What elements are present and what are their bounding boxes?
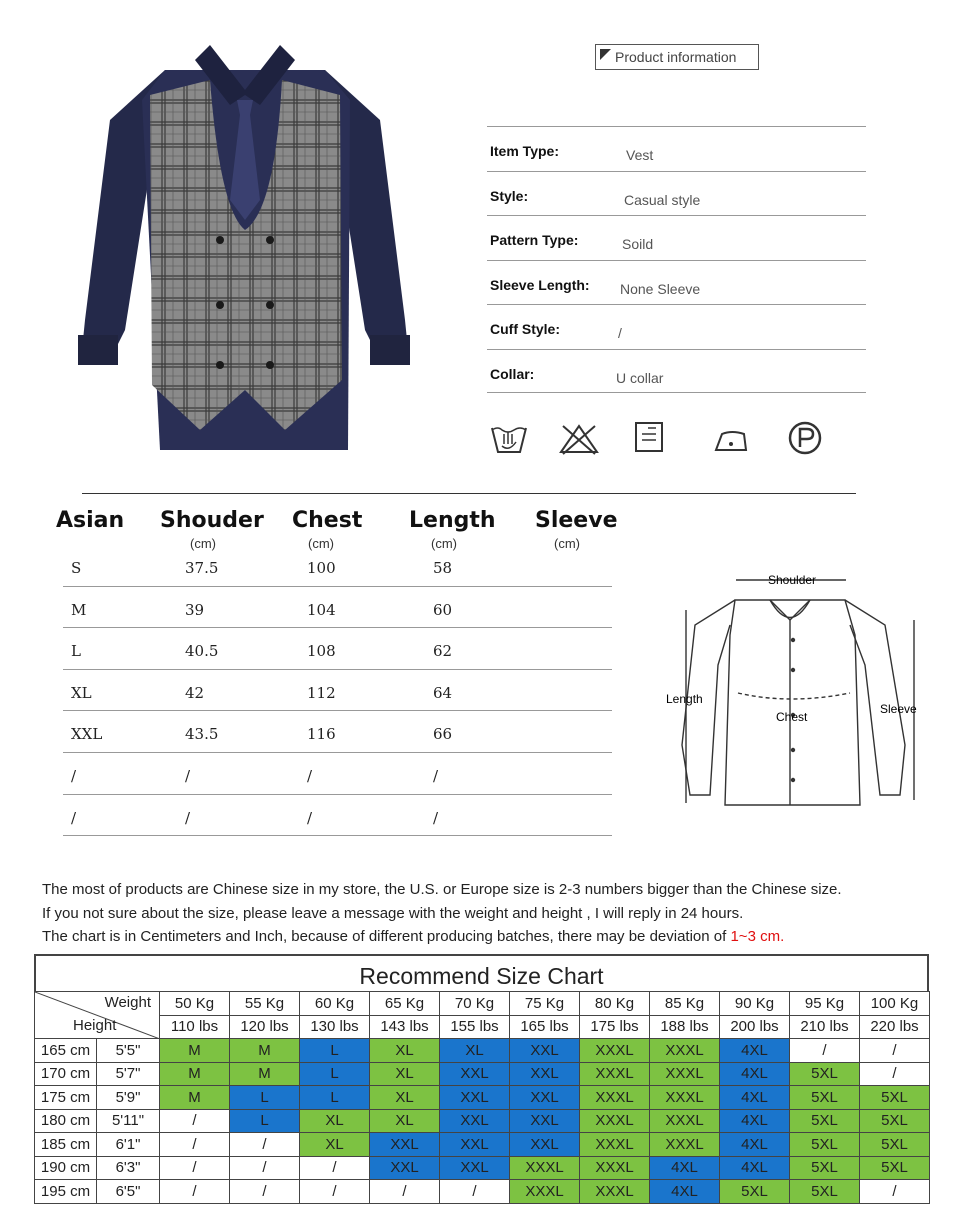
weight-kg-header: 95 Kg <box>790 992 860 1016</box>
product-information-badge <box>595 44 759 70</box>
diagram-chest-label: Chest <box>776 710 808 724</box>
recommended-size-cell: L <box>300 1039 370 1063</box>
info-value: U collar <box>616 369 664 386</box>
height-cm: 190 cm <box>35 1156 97 1180</box>
size-row <box>63 545 612 587</box>
unit-label: (cm) <box>308 536 334 551</box>
recommended-size-cell: 4XL <box>650 1180 720 1204</box>
height-cm: 195 cm <box>35 1180 97 1204</box>
size-cell: / <box>185 808 191 827</box>
recommended-size-cell: / <box>160 1133 230 1157</box>
weight-lbs-header: 155 lbs <box>440 1015 510 1039</box>
weight-label: Weight <box>104 994 151 1011</box>
size-cell: 66 <box>433 725 453 744</box>
recommended-size-cell: 5XL <box>860 1109 930 1133</box>
recommended-size-cell: XXL <box>510 1062 580 1086</box>
recommended-size-cell: / <box>230 1156 300 1180</box>
recommended-size-cell: L <box>230 1086 300 1110</box>
recommended-size-cell: XXL <box>440 1156 510 1180</box>
recommended-size-cell: XXXL <box>580 1133 650 1157</box>
size-cell: S <box>71 559 82 577</box>
note-text: The chart is in Centimeters and Inch, because of different producing batches, there may be deviation of <box>42 928 731 945</box>
recommended-size-cell: XXXL <box>650 1133 720 1157</box>
recommended-size-cell: 4XL <box>720 1086 790 1110</box>
size-row <box>63 753 612 795</box>
recommended-size-cell: XXXL <box>510 1156 580 1180</box>
recommended-size-cell: XXXL <box>580 1156 650 1180</box>
recommended-size-cell: XL <box>370 1062 440 1086</box>
recommended-size-cell: XL <box>370 1039 440 1063</box>
info-label: Collar: <box>490 365 535 382</box>
height-ft: 6'5" <box>97 1180 160 1204</box>
info-row <box>487 126 866 171</box>
recommended-size-cell: / <box>300 1156 370 1180</box>
height-cm: 180 cm <box>35 1109 97 1133</box>
weight-lbs-header: 120 lbs <box>230 1015 300 1039</box>
recommended-size-cell: / <box>160 1156 230 1180</box>
size-cell: L <box>71 642 81 661</box>
recommended-size-cell: / <box>230 1180 300 1204</box>
recommended-size-cell: XXXL <box>580 1180 650 1204</box>
recommended-size-cell: 5XL <box>790 1156 860 1180</box>
height-ft: 6'1" <box>97 1133 160 1157</box>
recommended-size-cell: XXL <box>440 1062 510 1086</box>
weight-lbs-header: 110 lbs <box>160 1015 230 1039</box>
recommended-size-cell: 5XL <box>790 1180 860 1204</box>
recommended-size-cell: XXXL <box>650 1086 720 1110</box>
weight-lbs-header: 130 lbs <box>300 1015 370 1039</box>
weight-kg-header: 65 Kg <box>370 992 440 1016</box>
size-row <box>63 795 612 837</box>
recommended-size-cell: XXL <box>440 1086 510 1110</box>
info-row <box>487 349 866 394</box>
size-cell: / <box>307 808 313 827</box>
size-cell: 43.5 <box>185 725 219 744</box>
weight-lbs-header: 175 lbs <box>580 1015 650 1039</box>
info-row <box>487 260 866 305</box>
recommended-size-cell: 5XL <box>860 1133 930 1157</box>
col-header-chest: Chest <box>292 508 363 533</box>
size-cell: 37.5 <box>185 559 219 577</box>
size-cell: M <box>71 600 87 619</box>
deviation-highlight: 1~3 cm. <box>730 928 785 945</box>
recommended-size-cell: XL <box>300 1109 370 1133</box>
recommended-size-cell: M <box>160 1039 230 1063</box>
size-recommend-row <box>35 1039 930 1063</box>
recommended-size-cell: XL <box>370 1086 440 1110</box>
recommended-size-cell: XXXL <box>650 1039 720 1063</box>
recommended-size-cell: / <box>370 1180 440 1204</box>
recommended-size-cell: / <box>160 1180 230 1204</box>
height-cm: 175 cm <box>35 1086 97 1110</box>
size-recommend-row <box>35 1062 930 1086</box>
note-line: If you not sure about the size, please leave a message with the weight and height , I will reply in 24 hours. <box>42 904 744 922</box>
recommended-size-cell: 4XL <box>720 1039 790 1063</box>
recommended-size-cell: XXXL <box>580 1039 650 1063</box>
weight-kg-header: 60 Kg <box>300 992 370 1016</box>
recommended-size-cell: L <box>300 1062 370 1086</box>
weight-lbs-header: 200 lbs <box>720 1015 790 1039</box>
size-table-body <box>63 545 612 836</box>
info-label: Sleeve Length: <box>490 276 590 293</box>
diagram-length-label: Length <box>666 692 703 706</box>
height-ft: 5'5" <box>97 1039 160 1063</box>
recommended-size-cell: XXL <box>440 1133 510 1157</box>
size-cell: 108 <box>307 642 336 661</box>
size-row <box>63 587 612 629</box>
recommended-size-cell: / <box>790 1039 860 1063</box>
info-label: Item Type: <box>490 143 559 159</box>
height-ft: 6'3" <box>97 1156 160 1180</box>
size-cell: 62 <box>433 642 453 661</box>
size-row <box>63 711 612 753</box>
unit-label: (cm) <box>431 536 457 551</box>
size-cell: / <box>185 766 191 785</box>
recommended-size-cell: 5XL <box>860 1086 930 1110</box>
hand-wash-icon <box>490 420 528 456</box>
iron-low-icon <box>712 420 750 454</box>
care-icons <box>487 420 866 460</box>
recommended-size-cell: XXL <box>370 1156 440 1180</box>
size-cell: 64 <box>433 683 453 702</box>
weight-kg-header: 55 Kg <box>230 992 300 1016</box>
recommend-chart-title: Recommend Size Chart <box>34 954 929 992</box>
recommended-size-cell: XXL <box>370 1133 440 1157</box>
recommended-size-cell: 4XL <box>650 1156 720 1180</box>
recommended-size-cell: 5XL <box>790 1109 860 1133</box>
unit-label: (cm) <box>554 536 580 551</box>
lbs-row <box>35 1015 930 1039</box>
recommended-size-cell: 4XL <box>720 1109 790 1133</box>
diagram-sleeve-label: Sleeve <box>880 702 917 716</box>
size-cell: / <box>307 766 313 785</box>
size-cell: / <box>71 808 77 827</box>
recommended-size-cell: XXXL <box>580 1086 650 1110</box>
recommended-size-cell: 5XL <box>790 1086 860 1110</box>
weight-lbs-header: 165 lbs <box>510 1015 580 1039</box>
recommended-size-cell: M <box>230 1039 300 1063</box>
recommended-size-cell: 4XL <box>720 1156 790 1180</box>
size-row <box>63 628 612 670</box>
recommended-size-cell: XL <box>440 1039 510 1063</box>
weight-kg-header: 75 Kg <box>510 992 580 1016</box>
weight-kg-header: 50 Kg <box>160 992 230 1016</box>
weight-kg-header: 85 Kg <box>650 992 720 1016</box>
recommended-size-cell: 4XL <box>720 1062 790 1086</box>
recommended-size-cell: M <box>230 1062 300 1086</box>
badge-corner-icon <box>600 49 611 60</box>
size-cell: 58 <box>433 559 453 577</box>
recommended-size-cell: / <box>440 1180 510 1204</box>
recommended-size-cell: XXXL <box>650 1062 720 1086</box>
recommended-size-cell: L <box>230 1109 300 1133</box>
size-cell: 60 <box>433 600 453 619</box>
height-cm: 165 cm <box>35 1039 97 1063</box>
dry-clean-p-icon <box>787 420 823 456</box>
recommended-size-cell: XXL <box>510 1133 580 1157</box>
recommend-size-chart <box>34 991 930 1204</box>
badge-label: Product information <box>615 49 737 65</box>
size-cell: 42 <box>185 683 205 702</box>
size-row <box>63 670 612 712</box>
info-value: Soild <box>622 236 654 252</box>
weight-height-corner <box>35 992 160 1039</box>
recommended-size-cell: 5XL <box>860 1156 930 1180</box>
recommended-size-cell: XXL <box>510 1109 580 1133</box>
size-recommend-row <box>35 1180 930 1204</box>
info-value: / <box>618 325 622 341</box>
recommended-size-cell: XXXL <box>580 1109 650 1133</box>
no-bleach-icon <box>557 420 601 456</box>
recommended-size-cell: XXL <box>440 1109 510 1133</box>
recommended-size-cell: XXXL <box>510 1180 580 1204</box>
size-recommend-row <box>35 1109 930 1133</box>
col-header-shoulder: Shouder <box>160 508 264 533</box>
recommended-size-cell: 5XL <box>720 1180 790 1204</box>
size-recommend-row <box>35 1086 930 1110</box>
recommended-size-cell: / <box>860 1180 930 1204</box>
weight-lbs-header: 210 lbs <box>790 1015 860 1039</box>
size-notes <box>42 878 842 949</box>
recommended-size-cell: XL <box>370 1109 440 1133</box>
unit-label: (cm) <box>190 536 216 551</box>
line-dry-icon <box>634 420 664 454</box>
info-value: None Sleeve <box>620 280 701 297</box>
kg-row <box>35 992 930 1016</box>
col-header-length: Length <box>409 508 496 533</box>
size-cell: XXL <box>71 725 103 744</box>
recommended-size-cell: 4XL <box>720 1133 790 1157</box>
size-cell: 112 <box>307 683 336 702</box>
size-cell: / <box>433 766 439 785</box>
recommended-size-cell: M <box>160 1086 230 1110</box>
info-label: Cuff Style: <box>490 321 560 337</box>
size-cell: 116 <box>307 725 336 744</box>
section-divider <box>82 493 856 494</box>
recommended-size-cell: / <box>860 1039 930 1063</box>
weight-lbs-header: 143 lbs <box>370 1015 440 1039</box>
info-label: Style: <box>490 187 529 204</box>
size-recommend-row <box>35 1156 930 1180</box>
recommended-size-cell: XL <box>300 1133 370 1157</box>
weight-kg-header: 100 Kg <box>860 992 930 1016</box>
weight-lbs-header: 220 lbs <box>860 1015 930 1039</box>
weight-kg-header: 80 Kg <box>580 992 650 1016</box>
height-ft: 5'7" <box>97 1062 160 1086</box>
recommended-size-cell: XXXL <box>650 1109 720 1133</box>
size-cell: / <box>71 766 77 785</box>
size-recommend-row <box>35 1133 930 1157</box>
shirt-measurement-diagram <box>660 565 925 810</box>
info-row <box>487 171 866 216</box>
recommended-size-cell: L <box>300 1086 370 1110</box>
weight-lbs-header: 188 lbs <box>650 1015 720 1039</box>
product-photo-vest <box>70 30 420 460</box>
recommended-size-cell: / <box>230 1133 300 1157</box>
info-row <box>487 215 866 260</box>
recommended-size-cell: 5XL <box>790 1062 860 1086</box>
recommended-size-cell: XXXL <box>580 1062 650 1086</box>
col-header-sleeve: Sleeve <box>535 508 618 533</box>
size-cell: 104 <box>307 600 336 619</box>
recommended-size-cell: XXL <box>510 1039 580 1063</box>
info-label: Pattern Type: <box>490 232 579 248</box>
weight-kg-header: 70 Kg <box>440 992 510 1016</box>
height-ft: 5'11" <box>97 1109 160 1133</box>
height-label: Height <box>73 1017 117 1034</box>
size-cell: 100 <box>307 559 336 577</box>
weight-kg-header: 90 Kg <box>720 992 790 1016</box>
height-cm: 185 cm <box>35 1133 97 1157</box>
note-line <box>42 925 842 949</box>
col-header-asian: Asian <box>56 508 125 533</box>
recommended-size-cell: / <box>300 1180 370 1204</box>
height-cm: 170 cm <box>35 1062 97 1086</box>
size-cell: / <box>433 808 439 827</box>
note-line: The most of products are Chinese size in my store, the U.S. or Europe size is 2-3 numbers bigger than the Chinese size. <box>42 881 842 898</box>
size-cell: XL <box>71 683 92 702</box>
product-info-table <box>487 126 866 393</box>
recommended-size-cell: / <box>860 1062 930 1086</box>
diagram-shoulder-label: Shoulder <box>768 573 817 587</box>
info-value: Casual style <box>624 191 701 208</box>
size-cell: 39 <box>185 600 205 619</box>
size-cell: 40.5 <box>185 642 219 661</box>
info-row <box>487 304 866 349</box>
info-value: Vest <box>626 147 654 163</box>
recommended-size-cell: XXL <box>510 1086 580 1110</box>
recommended-size-cell: M <box>160 1062 230 1086</box>
recommended-size-cell: / <box>160 1109 230 1133</box>
recommended-size-cell: 5XL <box>790 1133 860 1157</box>
height-ft: 5'9" <box>97 1086 160 1110</box>
